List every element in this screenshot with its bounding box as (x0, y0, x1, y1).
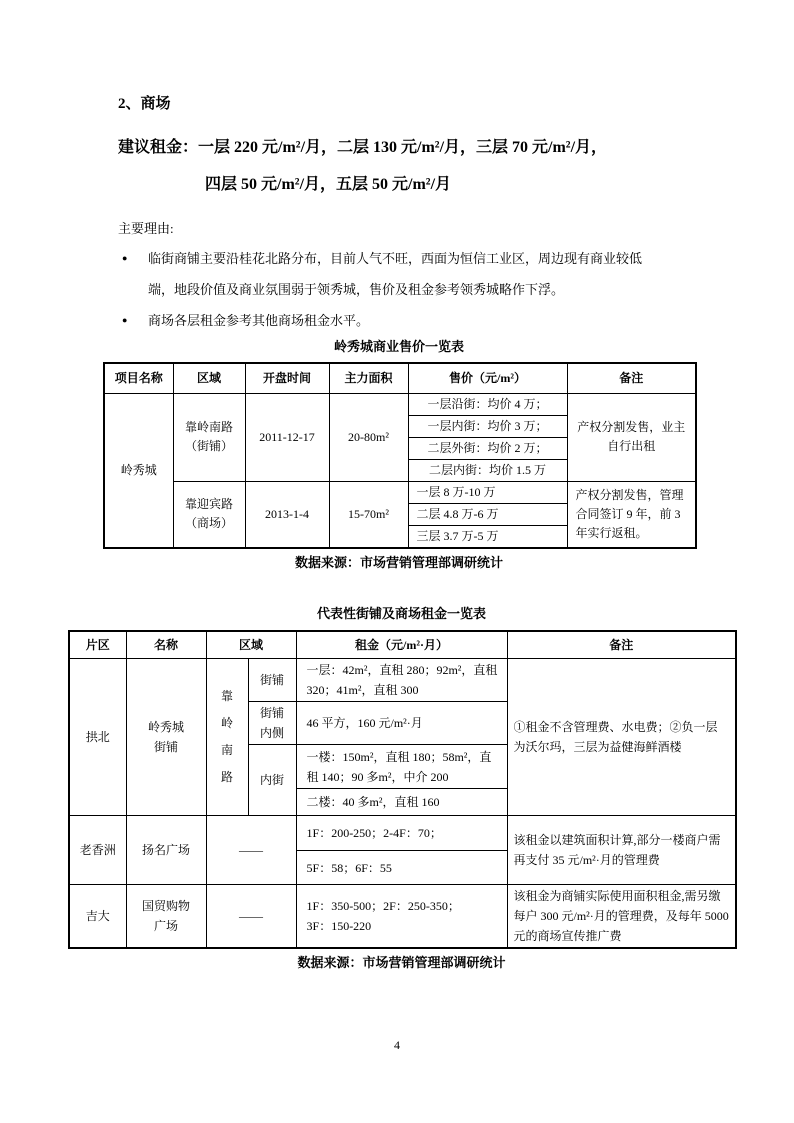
cell-name (126, 659, 206, 816)
table-row (69, 659, 736, 702)
table-header-row (104, 363, 696, 393)
cell-rent: 5F：58；6F：55 (296, 851, 507, 885)
table-row (69, 816, 736, 851)
bullet-item (122, 243, 667, 305)
cell-district: 老香洲 (69, 816, 126, 885)
header-remark: 备注 (567, 363, 696, 393)
cell-area-line: 靠迎宾路 (184, 497, 233, 511)
cell-price: 二层内街：均价 1.5 万 (408, 459, 567, 481)
cell-project-name: 岭秀城 (104, 393, 173, 548)
cell-rent-line: 3F：150-220 (306, 919, 372, 933)
cell-area-line: 靠岭南路 (184, 420, 233, 434)
bullet-line: 端，地段价值及商业氛围弱于领秀城，售价及租金参考领秀城略作下浮。 (148, 282, 565, 297)
header-name: 名称 (126, 631, 206, 659)
cell-zone-sub: 内街 (248, 745, 296, 816)
rent-suggestion (118, 129, 735, 203)
header-area: 区域 (173, 363, 245, 393)
cell-main-area: 20-80m² (329, 393, 408, 481)
cell-zone-line: 街铺 (260, 706, 285, 720)
header-project: 项目名称 (104, 363, 173, 393)
cell-rent: 1F：200-250；2-4F：70； (296, 816, 507, 851)
rent-table (68, 630, 737, 950)
sale-price-table (103, 362, 697, 549)
cell-name: 扬名广场 (126, 816, 206, 885)
cell-zone-main (206, 659, 248, 816)
cell-zone-line: 内侧 (260, 726, 285, 740)
sale-table-caption: 岭秀城商业售价一览表 (333, 339, 464, 354)
header-rent: 租金（元/m²·月） (296, 631, 507, 659)
cell-remark: 产权分割发售，管理合同签订 9 年，前 3 年实行返租。 (567, 481, 696, 548)
cell-area-line: （商场） (184, 516, 233, 530)
cell-price: 一层沿街：均价 4 万； (408, 393, 567, 415)
cell-rent: 一层：42m²，直租 280；92m²，直租 320；41m²，直租 300 (296, 659, 507, 702)
cell-open-date: 2013-1-4 (245, 481, 329, 548)
cell-area-line: （街铺） (184, 439, 233, 453)
rent-suggestion-line1: 建议租金：一层 220 元/m²/月，二层 130 元/m²/月，三层 70 元/m²/月， (118, 139, 608, 156)
cell-price: 一层 8 万-10 万 (408, 481, 567, 503)
cell-rent: 46 平方，160 元/m²·月 (296, 702, 507, 745)
cell-main-area: 15-70m² (329, 481, 408, 548)
cell-zone-sub (248, 702, 296, 745)
bullet-icon: ● (122, 253, 128, 263)
table-row (104, 481, 696, 503)
cell-name-line: 广场 (153, 919, 178, 933)
vertical-text: 靠岭南路 (220, 689, 233, 784)
bullet-text (148, 305, 667, 336)
header-price: 售价（元/m²） (408, 363, 567, 393)
table-row (69, 885, 736, 949)
bullet-line: 临街商铺主要沿桂花北路分布，目前人气不旺，西面为恒信工业区，周边现有商业较低 (148, 251, 643, 266)
header-open-date: 开盘时间 (245, 363, 329, 393)
header-zone: 区域 (206, 631, 296, 659)
cell-zone-sub: 街铺 (248, 659, 296, 702)
cell-remark: 该租金以建筑面积计算,部分一楼商户需再支付 35 元/m²·月的管理费 (507, 816, 736, 885)
cell-remark: ①租金不含管理费、水电费；②负一层为沃尔玛，三层为益健海鲜酒楼 (507, 659, 736, 816)
cell-zone-dash: —— (206, 816, 296, 885)
bullet-icon: ● (122, 315, 128, 325)
cell-name-line: 岭秀城 (147, 720, 184, 734)
cell-open-date: 2011-12-17 (245, 393, 329, 481)
cell-price: 二层外街：均价 2 万； (408, 437, 567, 459)
rent-suggestion-line2: 四层 50 元/m²/月，五层 50 元/m²/月 (205, 176, 452, 193)
page-number: 4 (394, 1038, 400, 1052)
cell-rent-line: 1F：350-500；2F：250-350； (306, 899, 460, 913)
section-heading: 2、商场 (118, 96, 171, 112)
cell-zone-dash: —— (206, 885, 296, 949)
cell-area (173, 481, 245, 548)
bullet-item (122, 305, 667, 336)
header-remark: 备注 (507, 631, 736, 659)
data-source-note: 数据来源：市场营销管理部调研统计 (297, 955, 506, 970)
cell-remark: 产权分割发售，业主自行出租 (567, 393, 696, 481)
cell-district: 吉大 (69, 885, 126, 949)
bullet-text (148, 243, 667, 305)
cell-price: 一层内街：均价 3 万； (408, 415, 567, 437)
cell-name-line: 国贸购物 (141, 899, 190, 913)
cell-remark: 该租金为商铺实际使用面积租金,需另缴每户 300 元/m²·月的管理费，及每年 5000 元的商场宣传推广费 (507, 885, 736, 949)
main-reason-label: 主要理由: (118, 221, 174, 236)
cell-area (173, 393, 245, 481)
bullet-line: 商场各层租金参考其他商场租金水平。 (148, 313, 370, 328)
header-main-area: 主力面积 (329, 363, 408, 393)
cell-price: 二层 4.8 万-6 万 (408, 503, 567, 525)
rent-table-caption: 代表性街铺及商场租金一览表 (316, 605, 486, 621)
cell-district: 拱北 (69, 659, 126, 816)
cell-rent: 二楼：40 多m²，直租 160 (296, 789, 507, 816)
cell-rent (296, 885, 507, 949)
table-row (104, 393, 696, 415)
header-district: 片区 (69, 631, 126, 659)
cell-price: 三层 3.7 万-5 万 (408, 525, 567, 548)
cell-name-line: 街铺 (153, 740, 178, 754)
table-header-row (69, 631, 736, 659)
cell-name (126, 885, 206, 949)
cell-rent: 一楼：150m²，直租 180；58m²，直租 140；90 多m²，中介 200 (296, 745, 507, 789)
data-source-note: 数据来源：市场营销管理部调研统计 (294, 554, 503, 570)
